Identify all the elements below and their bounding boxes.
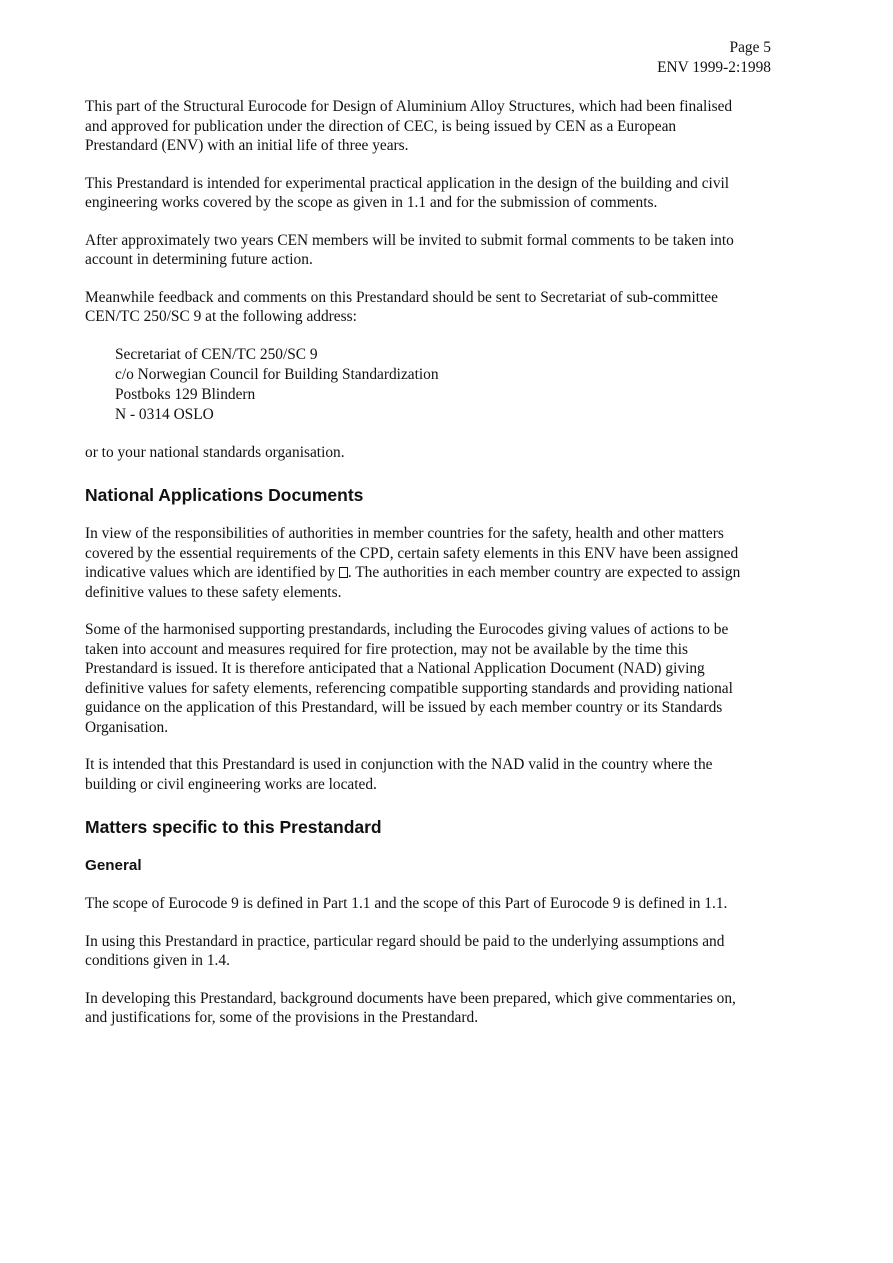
standard-reference: ENV 1999-2:1998 bbox=[657, 58, 771, 76]
nad-paragraph-1 bbox=[85, 524, 750, 602]
general-paragraph-1: The scope of Eurocode 9 is defined in Part 1.1 and the scope of this Part of Eurocode 9 is defined in 1.1. bbox=[85, 895, 728, 912]
general-paragraph-2: In using this Prestandard in practice, particular regard should be paid to the underlying assumptions and conditions given in 1.4. bbox=[85, 932, 725, 969]
intro-paragraph-5: or to your national standards organisation. bbox=[85, 443, 345, 461]
nad-paragraph-1-start: In view of the responsibilities of authorities in member countries for the safety, health and other matters covered by the essential requirements of the CPD, certain safety elements in this ENV have been assigned indicative values which are identified by bbox=[85, 525, 739, 581]
address-line: Secretariat of CEN/TC 250/SC 9 bbox=[115, 345, 318, 363]
intro-paragraph-2: This Prestandard is intended for experimental practical application in the design of the building and civil engineering works covered by the scope as given in 1.1 and for the submission of comments. bbox=[85, 174, 730, 211]
section-heading-nad: National Applications Documents bbox=[85, 485, 364, 505]
address-line: N - 0314 OSLO bbox=[115, 405, 214, 423]
intro-paragraph-1: This part of the Structural Eurocode for Design of Aluminium Alloy Structures, which had been finalised and approved for publication under the direction of CEC, is being issued by CEN as a European Prestandard (ENV) with an initial life of three years. bbox=[85, 98, 733, 154]
secretariat-address bbox=[115, 345, 750, 425]
page-number: Page 5 bbox=[729, 39, 771, 56]
general-paragraph-3: In developing this Prestandard, background documents have been prepared, which give commentaries on, and justifications for, some of the provisions in the Prestandard. bbox=[85, 989, 736, 1026]
intro-paragraph-4: Meanwhile feedback and comments on this Prestandard should be sent to Secretariat of sub-committee CEN/TC 250/SC 9 at the following address: bbox=[85, 288, 718, 325]
nad-paragraph-3: It is intended that this Prestandard is used in conjunction with the NAD valid in the country where the building or civil engineering works are located. bbox=[85, 756, 713, 793]
address-line: c/o Norwegian Council for Building Standardization bbox=[115, 365, 439, 383]
address-line: Postboks 129 Blindern bbox=[115, 385, 256, 403]
intro-paragraph-3: After approximately two years CEN members will be invited to submit formal comments to be taken into account in determining future action. bbox=[85, 231, 734, 268]
box-symbol-icon bbox=[339, 567, 348, 578]
document-body bbox=[85, 97, 750, 1046]
page-header bbox=[657, 38, 771, 77]
nad-paragraph-1-end: . The authorities in each member country are expected to assign definitive values to these safety elements. bbox=[85, 564, 741, 601]
nad-paragraph-2: Some of the harmonised supporting prestandards, including the Eurocodes giving values of actions to be taken into account and measures required for fire protection, may not be available by the time this Prestandard is issued. It is therefore anticipated that a National Application Document (NAD) giving definitive values for safety elements, referencing compatible supporting standards and providing national guidance on the application of this Prestandard, will be issued by each member country or its Standards Organisation. bbox=[85, 621, 733, 736]
section-heading-specific: Matters specific to this Prestandard bbox=[85, 817, 382, 837]
subsection-heading-general: General bbox=[85, 857, 142, 874]
